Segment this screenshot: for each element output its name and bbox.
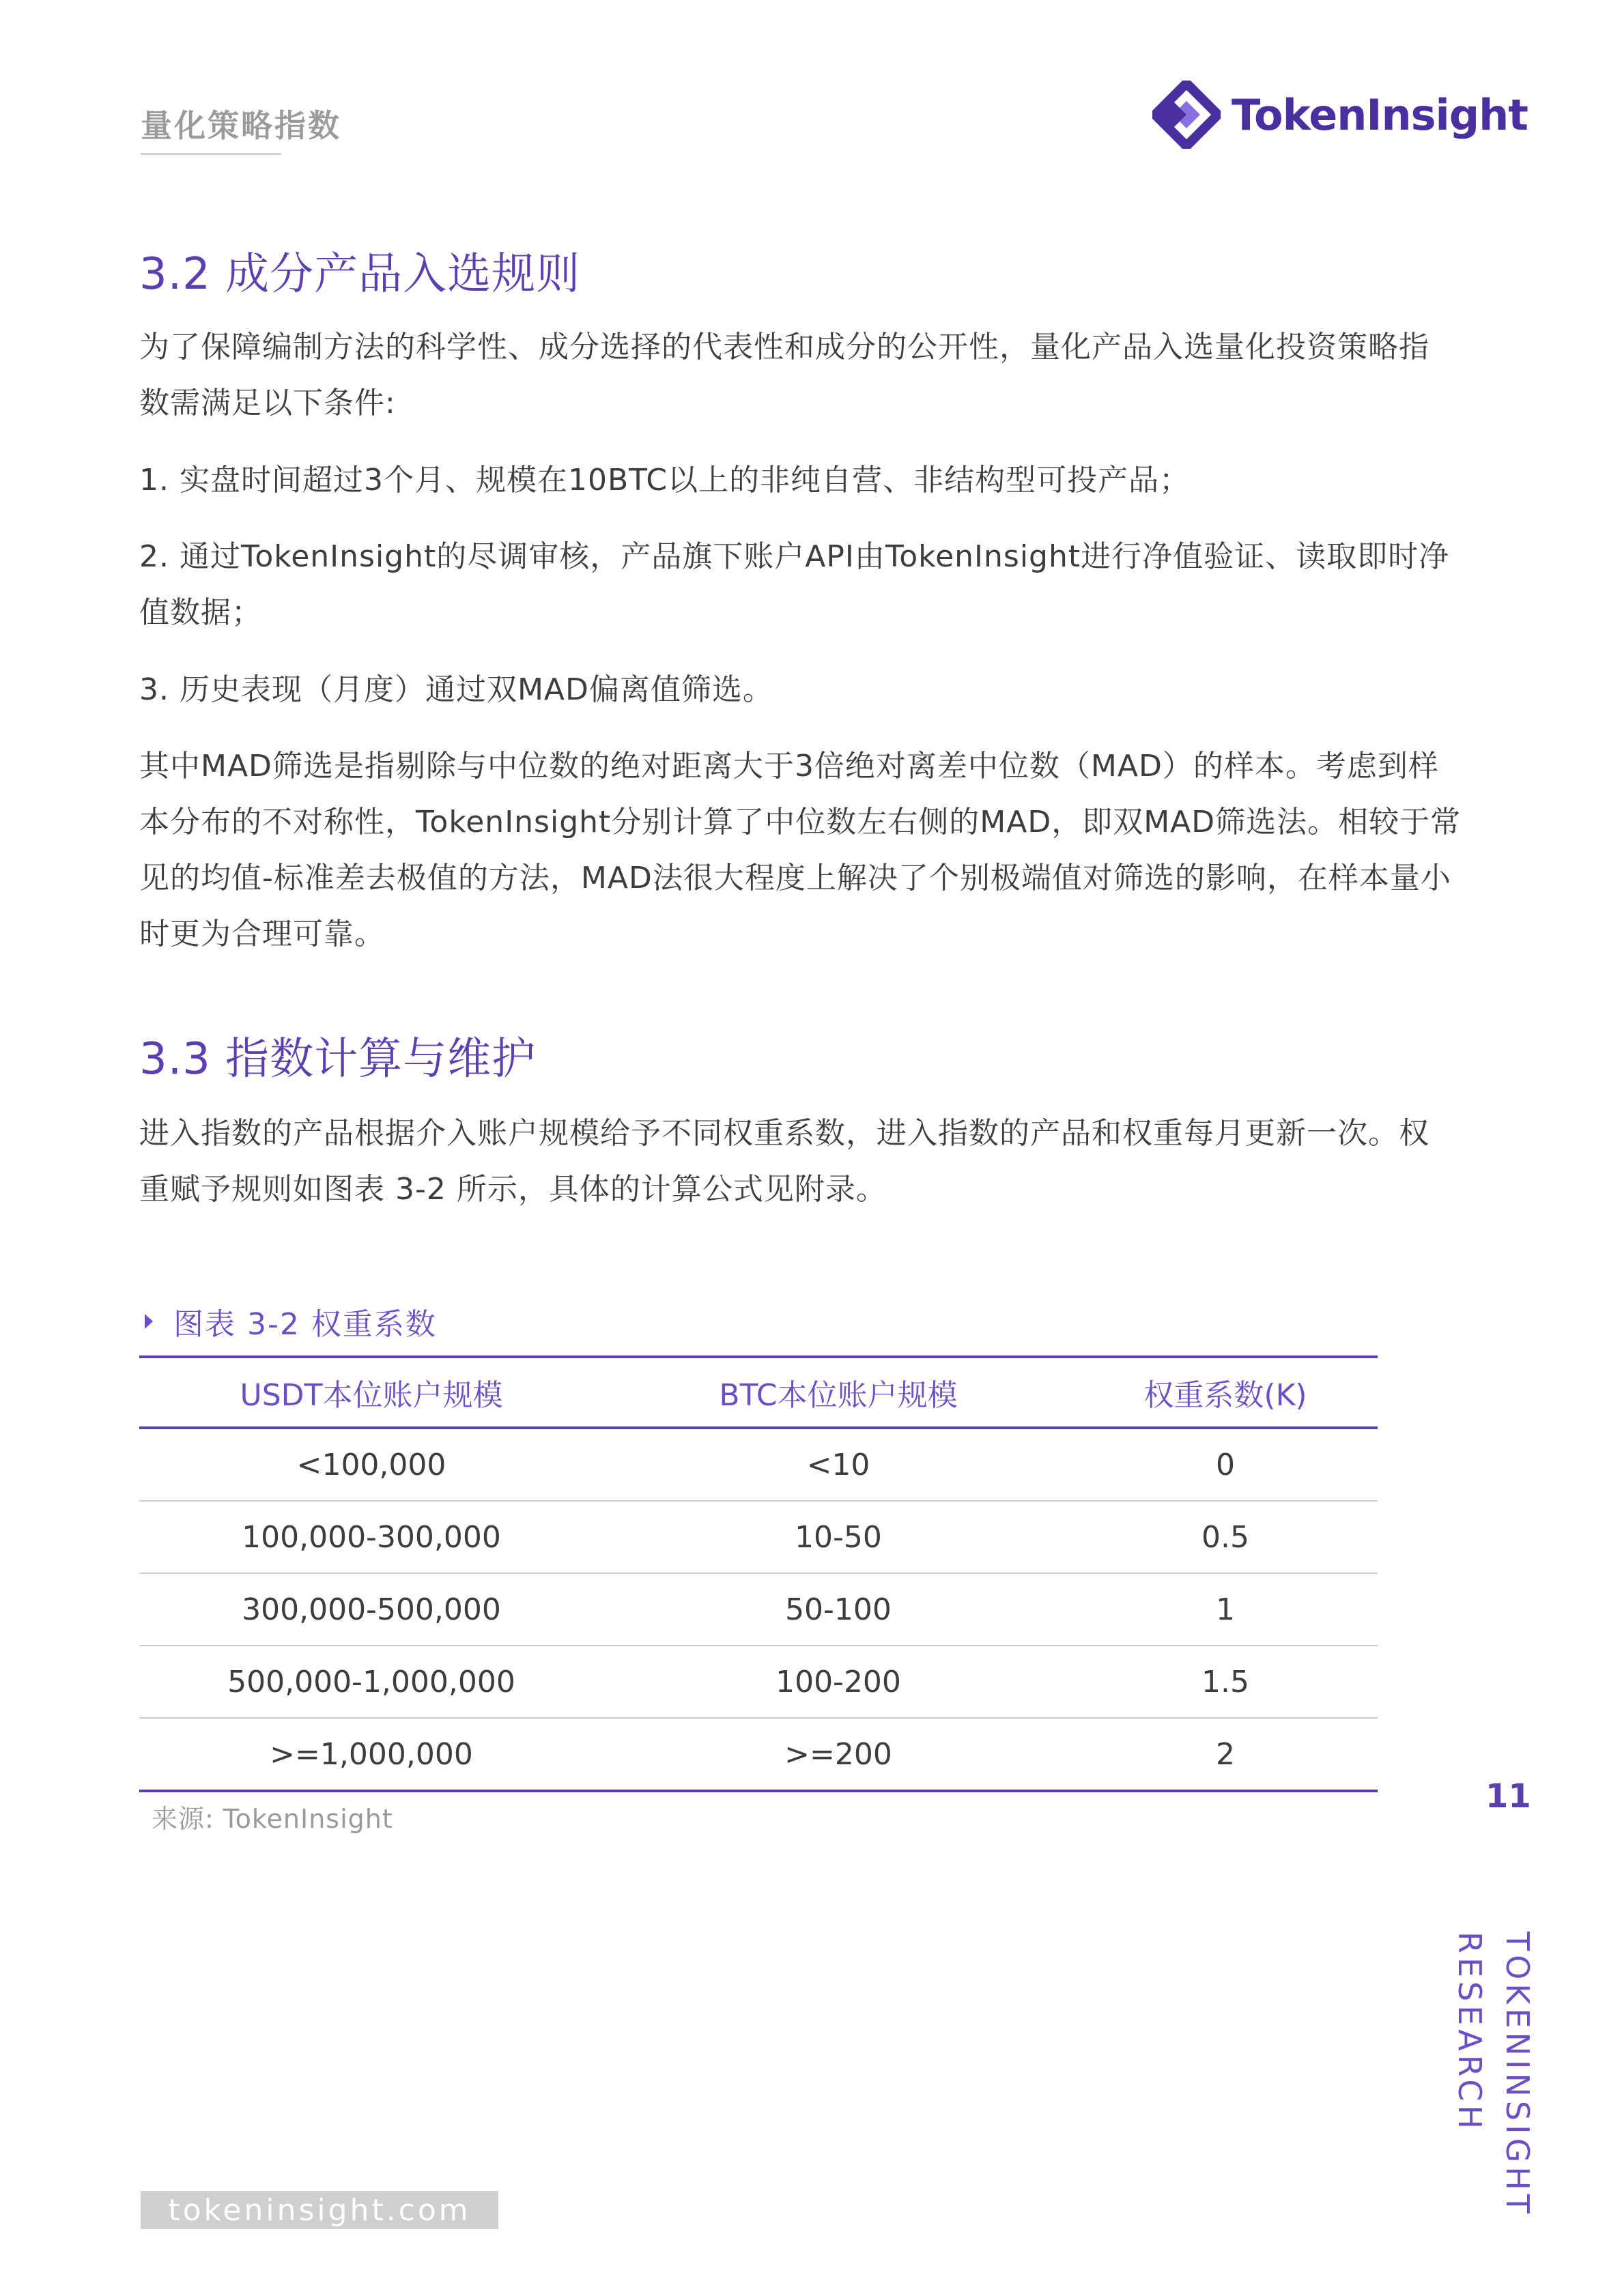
table-cell: 10-50 [795,1519,882,1555]
table-cell: 1.5 [1201,1664,1249,1699]
text-line: 值数据； [139,595,262,630]
page-number: 11 [1485,1777,1531,1816]
text-line: 进入指数的产品根据介入账户规模给予不同权重系数，进入指数的产品和权重每月更新一次。权 [139,1116,1429,1151]
table-row [139,1429,1378,1502]
table-cell: <100,000 [296,1447,446,1482]
table-row [139,1574,1378,1646]
text-line: 为了保障编制方法的科学性、成分选择的代表性和成分的公开性，量化产品入选量化投资策略指 [139,330,1429,364]
logo [1152,81,1528,149]
table-caption-text: 图表 3-2 权重系数 [173,1307,437,1342]
condition-item-1: 1. 实盘时间超过3个月、规模在10BTC以上的非纯自营、非结构型可投产品； [139,463,1191,498]
table-cell: 2 [1216,1736,1235,1772]
text-line: 其中MAD筛选是指剔除与中位数的绝对距离大于3倍绝对离差中位数（MAD）的样本。考虑到样 [139,749,1439,784]
text-line: 见的均值-标准差去极值的方法，MAD法很大程度上解决了个别极端值对筛选的影响，在样本量小 [139,861,1451,895]
table-header-row [139,1358,1378,1429]
condition-item-3: 3. 历史表现（月度）通过双MAD偏离值筛选。 [139,672,773,707]
side-brand [1446,1932,1541,2218]
side-brand-line: TOKENINSIGHT [1499,1932,1536,2218]
condition-item-2 [139,529,1498,641]
table-cell: <10 [806,1447,870,1482]
table-row [139,1719,1378,1790]
table-cell: 0 [1216,1447,1235,1482]
section-title-3-3: 3.3 指数计算与维护 [139,1034,537,1085]
intro-paragraph [139,319,1498,431]
calc-paragraph [139,1106,1498,1218]
table-cell: >=1,000,000 [270,1736,473,1772]
weight-table [139,1355,1378,1792]
table-row [139,1502,1378,1574]
logo-text: TokenInsight [1232,89,1528,140]
logo-mark-icon [1152,81,1221,149]
table-cell: 100-200 [776,1664,901,1699]
table-cell: 300,000-500,000 [242,1592,501,1627]
text-line: 数需满足以下条件: [139,386,396,420]
table-cell: >=200 [784,1736,892,1772]
section-title-3-2: 3.2 成分产品入选规则 [139,249,581,300]
table-header-cell: BTC本位账户规模 [719,1378,958,1413]
side-brand-line: RESEARCH [1451,1932,1488,2134]
table-source: 来源: TokenInsight [152,1804,393,1834]
table-caption [145,1300,437,1343]
footer-url: tokeninsight.com [141,2191,498,2229]
text-line: 重赋予规则如图表 3-2 所示，具体的计算公式见附录。 [139,1172,887,1207]
text-line: 时更为合理可靠。 [139,917,385,951]
header-title: 量化策略指数 [141,107,341,144]
table-cell: 0.5 [1201,1519,1249,1555]
mad-paragraph [139,738,1498,962]
table-header-cell: USDT本位账户规模 [240,1378,503,1413]
table-cell: 500,000-1,000,000 [227,1664,515,1699]
text-line: 2. 通过TokenInsight的尽调审核，产品旗下账户API由TokenInsight进行净值验证、读取即时净 [139,539,1450,574]
table-row [139,1646,1378,1719]
text-line: 本分布的不对称性，TokenInsight分别计算了中位数左右侧的MAD，即双MAD筛选法。相较于常 [139,805,1462,840]
header-divider [141,153,281,155]
table-header-cell: 权重系数(K) [1143,1378,1307,1413]
table-cell: 50-100 [785,1592,892,1627]
table-cell: 100,000-300,000 [242,1519,501,1555]
table-cell: 1 [1216,1592,1235,1627]
caption-arrow-icon [145,1314,153,1329]
